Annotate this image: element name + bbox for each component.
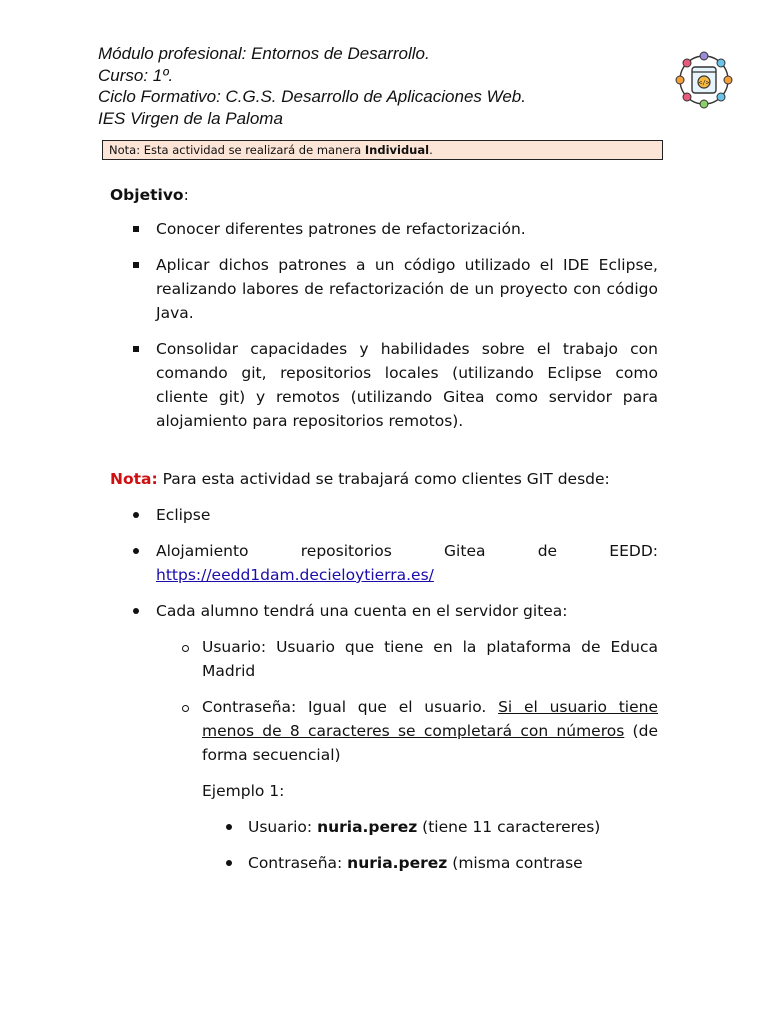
list-item: Usuario: Usuario que tiene en la plataforma de Educa Madrid: [156, 635, 658, 683]
word: repositorios: [300, 542, 392, 560]
code-settings-icon: [672, 48, 736, 112]
cuenta-text: Cada alumno tendrá una cuenta en el servidor gitea:: [156, 602, 568, 620]
document-header: [98, 43, 526, 129]
ex-pwd-note: (misma contrase: [447, 854, 583, 872]
list-item: Conocer diferentes patrones de refactorización.: [110, 217, 658, 241]
header-course: Curso: 1º.: [98, 65, 174, 85]
ex-pwd-value: nuria.perez: [347, 854, 448, 872]
word: Gitea: [444, 542, 486, 560]
list-item: [202, 851, 658, 875]
list-item: [202, 815, 658, 839]
nota-text: Para esta actividad se trabajará como clientes GIT desde:: [157, 470, 610, 488]
example-list: [202, 815, 658, 875]
header-school: IES Virgen de la Paloma: [98, 108, 283, 128]
word: de: [537, 542, 558, 560]
ex-user-note: (tiene 11 caractereres): [417, 818, 601, 836]
word: Alojamiento: [156, 542, 249, 560]
list-item: [156, 695, 658, 767]
list-item: Eclipse: [110, 503, 658, 527]
ex-user-label: Usuario:: [248, 818, 318, 836]
account-list: [156, 635, 658, 767]
clients-list: [110, 503, 658, 875]
list-item: Consolidar capacidades y habilidades sobre el trabajo con comando git, repositorios locales (utilizando Eclipse como cliente git) y remotos (utilizando Gitea como servidor para alojamiento para repositorios remotos).: [110, 337, 658, 433]
individual-activity-note: [102, 140, 663, 160]
nota-label: Nota:: [110, 470, 158, 488]
pwd-suffix: (de forma secuencial): [202, 722, 658, 764]
word: EEDD:: [609, 542, 658, 560]
example-block: [156, 779, 658, 875]
header-cycle: Ciclo Formativo: C.G.S. Desarrollo de Aplicaciones Web.: [98, 87, 526, 106]
objetivo-title: Objetivo: [110, 186, 184, 204]
ex-user-value: nuria.perez: [317, 818, 418, 836]
ex-pwd-label: Contraseña:: [248, 854, 348, 872]
example-title: Ejemplo 1:: [202, 782, 285, 800]
pwd-rule: Si el usuario tiene menos de 8 caracteres se completará con números: [202, 698, 658, 740]
pwd-prefix: Contraseña: Igual que el usuario.: [202, 698, 499, 716]
list-item: Aplicar dichos patrones a un código utilizado el IDE Eclipse, realizando labores de refactorización de un proyecto con código Java.: [110, 253, 658, 325]
note-box-suffix: .: [429, 143, 433, 157]
objetivo-list: [110, 217, 658, 433]
list-item: [110, 539, 658, 587]
svg-text:</>: </>: [698, 79, 710, 87]
list-item: [110, 599, 658, 875]
note-box-bold: Individual: [364, 143, 430, 157]
note-box-prefix: Nota: Esta actividad se realizará de manera: [109, 143, 365, 157]
objetivo-colon: :: [183, 186, 189, 204]
header-module: Módulo profesional: Entornos de Desarrollo.: [98, 44, 430, 63]
document-body: [110, 183, 658, 887]
alojamiento-row: [156, 539, 658, 563]
nota-paragraph: [110, 467, 658, 491]
objetivo-heading: [110, 183, 658, 207]
gitea-server-link[interactable]: https://eedd1dam.decieloytierra.es/: [156, 566, 434, 584]
